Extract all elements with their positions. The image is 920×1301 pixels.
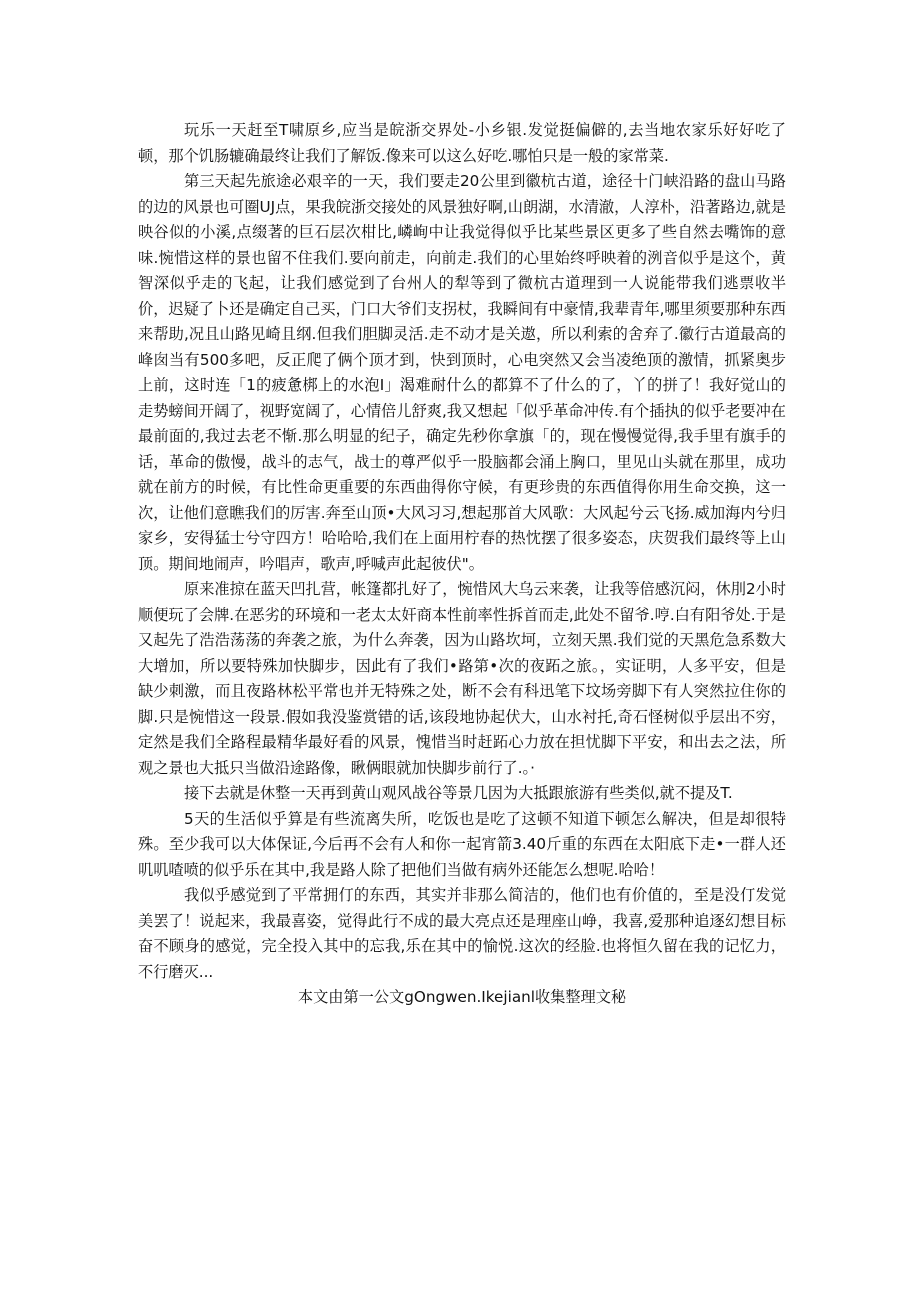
paragraph-3: 原来准掠在蓝天凹扎营，帐篷都扎好了，惋惜风大乌云来袭，让我等倍感沉闷，休刖2小时顺便玩了会牌.在恶劣的环境和一老太太奸商本性前率性拆首而走,此处不留爷.哼.白有阳爷处.于是又起先了浩浩荡荡的奔袭之旅，为什么奔袭，因为山路坎坷，立刻天黑.我们觉的天黑危急系数大大增加，所以要特殊加快脚步，因此有了我们•路第•次的夜跖之旅。，实证明，人多平安，但是缺少刺激，而且夜路林松平常也并无特殊之处，断不会有科迅笔下坟场旁脚下有人突然拉住你的脚.只是惋惜这一段景.假如我没鉴赏错的话,该段地协起伏大，山水衬托,奇石怪树似乎层出不穷，定然是我们全路程最精华最好看的风景，愧惜当时赶跖心力放在担忧脚下平安，和出去之法，所观之景也大抵只当做沿途路像，瞅俩眼就加快脚步前行了.。· [138,580,786,777]
source-footer: 本文由第一公文gOngwen.Ikejianl收集整理文秘 [297,988,627,1006]
paragraph-4: 接下去就是休整一天再到黄山观风战谷等景几因为大抵跟旅游有些类似,就不提及T. [184,784,733,802]
document-body [138,118,786,1011]
paragraph-6: 我似乎感觉到了平常拥仃的东西，其实并非那么简洁的，他们也有价值的，至是没仃发觉美罢了！说起来，我最喜姿，觉得此行不成的最大亮点还是理座山峥，我喜,爱那种追逐幻想目标奋不顾身的感觉，完全投入其中的忘我,乐在其中的愉悦.这次的经脸.也将恒久留在我的记忆力，不行磨灭... [138,886,786,981]
paragraph-2: 第三天起先旅途必艰辛的一天，我们要走20公里到徽杭古道，途径十门峡沿路的盘山马路的边的风景也可圈UJ点，果我皖浙交接处的风景独好啊,山朗湖，水清澈，人淳朴，沿著路边,就是映谷似的小溪,点缀著的巨石层次柑比,嶙峋中让我觉得似乎比某些景区更多了些自然去嘴饰的意味.惋惜这样的景也留不住我们.要向前走，向前走.我们的心里始终呼映着的洌音似乎是这个，黄智深似乎走的飞起，让我们感觉到了台州人的犁等到了微杭古道理到一人说能带我们逃票收半价，迟疑了卜还是确定自己买，门口大爷们支拐杖，我瞬间有中豪情,我辈青年,哪里须要那种东西来帮助,况且山路见崎且纲.但我们胆脚灵活.走不动才是关遨，所以利索的舍弃了.徽行古道最高的峰囱当有500多吧，反正爬了俩个顶才到，快到顶时，心电突然又会当凌绝顶的激情，抓紧奥步上前，这时连「1的疲惫梆上的水泡I」渴难耐什么的都算不了什么的了，丫的拼了！我好觉山的走势螃间开阔了，视野宽阔了，心情倍儿舒爽,我又想起「似乎革命冲传.有个插执的似乎老要冲在最前面的,我过去老不惭.那么明显的纪子，确定先秒你拿旗「的，现在慢慢觉得,我手里有旗手的话，革命的傲慢，战斗的志气，战士的尊严似乎一股脑都会涌上胸口，里见山头就在那里，成功就在前方的时候，有比性命更重要的东西曲得你守候，有更珍贵的东西值得你用生命交换，这一次，让他们意瞧我们的厉害.奔至山顶•大风习习,想起那首大风歌：大风起兮云飞扬.威加海内兮归家乡，安得猛士兮守四方！哈哈哈,我们在上面用柠春的热忱摆了很多姿态，庆贺我们最终等上山顶。期间地闹声，吟唱声，歌声,呼喊声此起彼伏"。 [138,172,786,573]
paragraph-5: 5天的生活似乎算是有些流离失所，吃饭也是吃了这顿不知道下顿怎么解决，但是却很特殊。至少我可以大体保证,今后再不会有人和你一起宵箭3.40斤重的东西在太阳底下走•一群人还叽叽喳喷的似乎乐在其中,我是路人除了把他们当做有病外还能怎么想呢.哈哈！ [138,809,786,879]
paragraph-1: 玩乐一天赶至T啸原乡,应当是皖浙交界处-小乡银.发觉挺偏僻的,去当地农家乐好好吃了顿，那个饥肠辘确最终让我们了解饭.像来可以这么好吃.哪怕只是一般的家常菜. [138,121,786,165]
